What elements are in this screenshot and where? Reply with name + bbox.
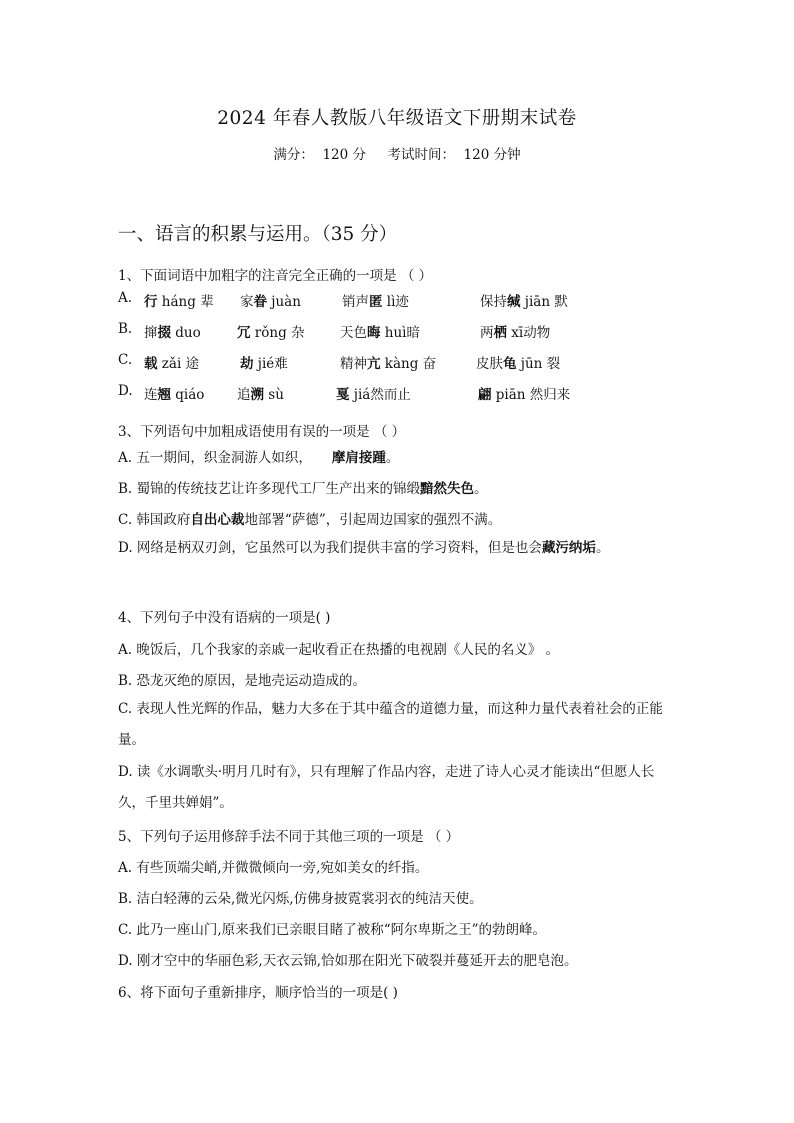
option-item: 冗 rǒng 杂 bbox=[237, 325, 305, 341]
question-5-option-a: A. 有些顶端尖峭,并微微倾向一旁,宛如美女的纤指。 bbox=[118, 860, 429, 876]
option-label: B. bbox=[118, 321, 133, 337]
question-3-option-d: D. 网络是柄双刃剑，它虽然可以为我们提供丰富的学习资料，但是也会藏污纳垢。 bbox=[118, 540, 610, 556]
option-item: 劫 jié难 bbox=[240, 356, 288, 372]
option-item: 天色晦 huì暗 bbox=[340, 325, 420, 341]
option-item: 保持缄 jiān 默 bbox=[480, 294, 568, 310]
option-item: 戛 jiá然而止 bbox=[336, 387, 411, 403]
option-label: A. bbox=[118, 290, 133, 306]
question-3-option-c: C. 韩国政府自出心裁地部署“萨德”，引起周边国家的强烈不满。 bbox=[118, 512, 502, 528]
question-5-stem: 5、下列句子运用修辞手法不同于其他三项的一项是 （ ） bbox=[118, 829, 460, 845]
question-3-option-a: A. 五一期间，织金洞游人如织， 摩肩接踵。 bbox=[118, 450, 400, 466]
option-item: 两栖 xī动物 bbox=[480, 325, 551, 341]
option-item: 销声匿 lì迹 bbox=[342, 294, 409, 310]
question-3-stem: 3、下列语句中加粗成语使用有误的一项是 （ ） bbox=[118, 424, 406, 440]
option-item: 精神亢 kàng 奋 bbox=[340, 356, 437, 372]
option-item: 家眷 juàn bbox=[240, 294, 301, 310]
question-5-option-d: D. 刚才空中的华丽色彩,天衣云锦,恰如那在阳光下破裂并蔓延开去的肥皂泡。 bbox=[118, 953, 578, 969]
question-1-stem: 1、下面词语中加粗字的注音完全正确的一项是 （ ） bbox=[118, 268, 433, 284]
question-5-option-c: C. 此乃一座山门,原来我们已亲眼目睹了被称“阿尔卑斯之王”的勃朗峰。 bbox=[118, 922, 547, 938]
option-item: 行 háng 辈 bbox=[144, 294, 214, 310]
option-label: C. bbox=[118, 352, 133, 368]
question-5-option-b: B. 洁白轻薄的云朵,微光闪烁,仿佛身披霓裳羽衣的纯洁天使。 bbox=[118, 891, 483, 907]
option-item: 追溯 sù bbox=[237, 387, 284, 403]
question-4-option-b: B. 恐龙灭绝的原因，是地壳运动造成的。 bbox=[118, 673, 367, 689]
exam-meta: 满分： 120 分 考试时间： 120 分钟 bbox=[273, 147, 521, 163]
option-item: 载 zǎi 途 bbox=[144, 356, 200, 372]
question-4-option-d: D. 读《水调歌头·明月几时有》，只有理解了作品内容，走进了诗人心灵才能读出“但愿人长久，千里共婵娟”。 bbox=[118, 764, 655, 811]
option-item: 撺掇 duo bbox=[144, 325, 201, 341]
question-4-option-a: A. 晚饭后，几个我家的亲戚一起收看正在热播的电视剧《人民的名义》 。 bbox=[118, 642, 560, 658]
question-6-stem: 6、将下面句子重新排序，顺序恰当的一项是( ) bbox=[118, 985, 398, 1001]
option-label: D. bbox=[118, 383, 133, 399]
question-4-option-c: C. 表现人性光辉的作品，魅力大多在于其中蕴含的道德力量，而这种力量代表着社会的正能量。 bbox=[118, 701, 663, 748]
question-4-stem: 4、下列句子中没有语病的一项是( ) bbox=[118, 610, 331, 626]
section-heading: 一、语言的积累与运用。（35 分） bbox=[118, 224, 398, 245]
option-item: 皮肤龟 jūn 裂 bbox=[476, 356, 561, 372]
option-item: 翩 piān 然归来 bbox=[478, 387, 571, 403]
question-3-option-b: B. 蜀锦的传统技艺让许多现代工厂生产出来的锦缎黯然失色。 bbox=[118, 481, 488, 497]
option-item: 连翘 qiáo bbox=[144, 387, 205, 403]
exam-title: 2024 年春人教版八年级语文下册期末试卷 bbox=[217, 108, 577, 129]
